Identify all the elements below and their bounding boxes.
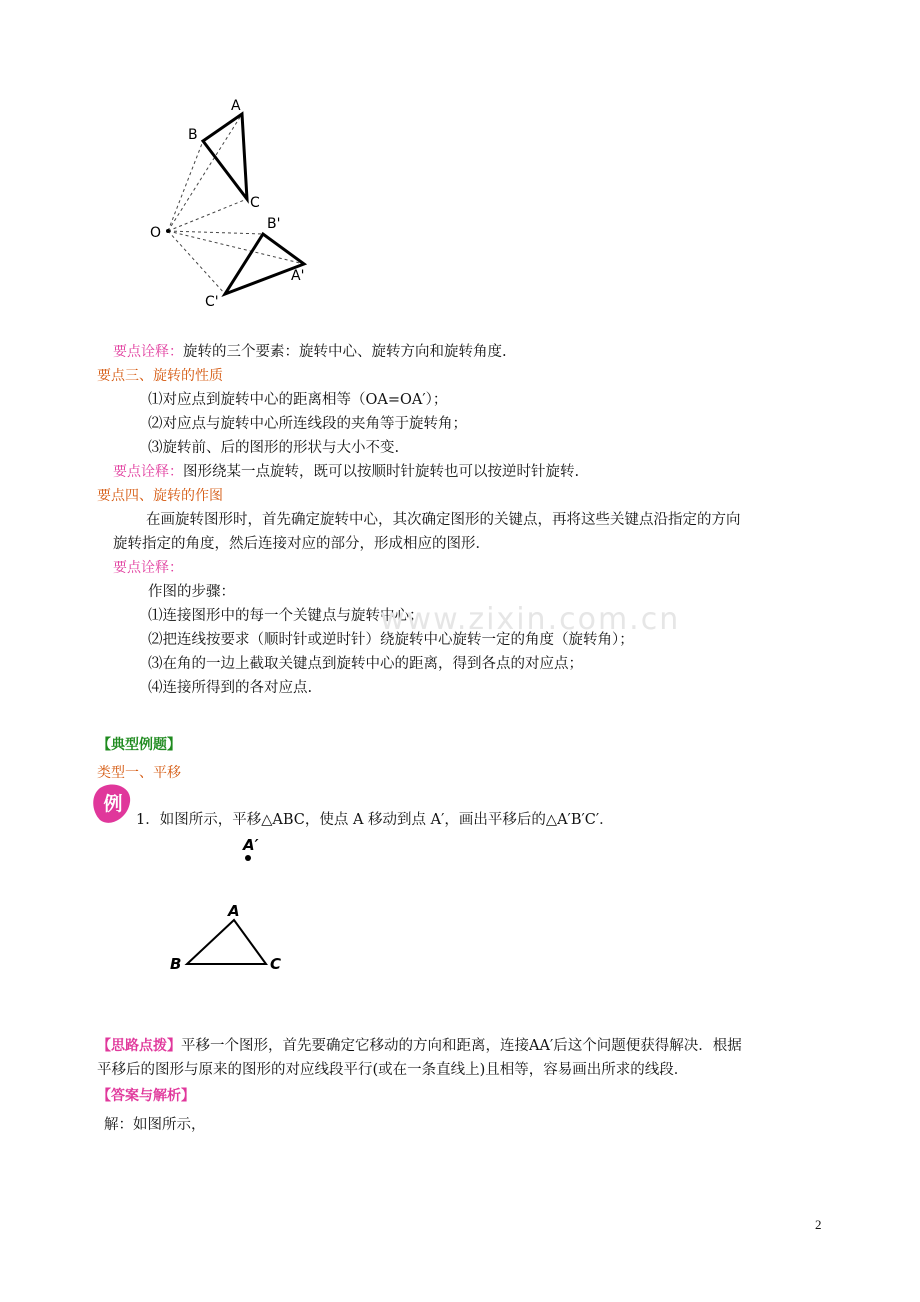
step-item-2: ⑵把连线按要求（顺时针或逆时针）绕旋转中心旋转一定的角度（旋转角）； xyxy=(148,632,634,648)
step-item-1: ⑴连接图形中的每一个关键点与旋转中心； xyxy=(148,608,424,624)
note-text: 图形绕某一点旋转，既可以按顺时针旋转也可以按逆时针旋转. xyxy=(183,464,580,480)
label-A: A xyxy=(231,98,241,114)
point-O xyxy=(166,229,170,233)
label-C: C xyxy=(250,195,260,211)
hint-text-1: 平移一个图形，首先要确定它移动的方向和距离，连接AA′后这个问题便获得解决．根据 xyxy=(181,1038,742,1054)
label-O: O xyxy=(150,225,162,241)
label-B: B xyxy=(170,955,182,973)
dashed-OB-prime xyxy=(168,231,263,234)
step-item-4: ⑷连接所得到的各对应点. xyxy=(148,680,313,696)
rotation-figure xyxy=(140,92,330,314)
dashed-OC xyxy=(168,199,247,231)
type-1-heading: 类型一、平移 xyxy=(97,765,181,781)
triangle-ABC xyxy=(203,114,247,199)
note-line-1 xyxy=(113,342,507,362)
label-A-prime: A' xyxy=(291,268,305,284)
label-B: B xyxy=(188,127,198,143)
property-item-1: ⑴对应点到旋转中心的距离相等（OA=OA′）； xyxy=(148,392,448,408)
watermark: www.zixin.com.cn xyxy=(380,602,681,637)
note-label: 要点诠释： xyxy=(113,560,183,576)
label-A: A xyxy=(228,902,240,920)
question-1: 1．如图所示，平移△ABC，使点 A 移动到点 A′，画出平移后的△A′B′C′． xyxy=(136,812,614,828)
property-item-3: ⑶旋转前、后的图形的形状与大小不变. xyxy=(148,440,400,456)
triangle-ABC xyxy=(187,920,266,964)
note-line-2 xyxy=(113,462,579,482)
page-number: 2 xyxy=(815,1217,822,1232)
answer-text: 解：如图所示， xyxy=(104,1117,206,1133)
section-3-heading: 要点三、旋转的性质 xyxy=(97,368,223,384)
dashed-OA xyxy=(168,114,242,231)
example-badge-icon xyxy=(92,782,136,828)
triangle-A-prime-B-prime-C-prime xyxy=(225,234,304,294)
steps-title: 作图的步骤： xyxy=(148,584,235,600)
note-label: 要点诠释： xyxy=(113,344,183,360)
section-4-heading: 要点四、旋转的作图 xyxy=(97,488,223,504)
badge-text: 例 xyxy=(103,793,123,815)
paragraph-line-1: 在画旋转图形时，首先确定旋转中心，其次确定图形的关键点，再将这些关键点沿指定的方向 xyxy=(146,512,741,528)
label-C: C xyxy=(270,955,282,973)
answer-label: 【答案与解析】 xyxy=(97,1088,195,1104)
label-A-prime: A′ xyxy=(243,836,259,854)
step-item-3: ⑶在角的一边上截取关键点到旋转中心的距离，得到各点的对应点； xyxy=(148,656,583,672)
hint-line-2: 平移后的图形与原来的图形的对应线段平行(或在一条直线上)且相等，容易画出所求的线段． xyxy=(97,1062,689,1078)
note-label: 要点诠释： xyxy=(113,464,183,480)
hint-label: 【思路点拨】 xyxy=(97,1038,181,1054)
point-A-prime xyxy=(245,855,251,861)
examples-heading: 【典型例题】 xyxy=(97,737,181,753)
dashed-OB xyxy=(168,141,203,231)
dashed-OC-prime xyxy=(168,231,225,294)
note-text: 旋转的三个要素：旋转中心、旋转方向和旋转角度. xyxy=(183,344,507,360)
label-C-prime: C' xyxy=(205,294,219,310)
label-B-prime: B' xyxy=(267,216,281,232)
hint-line-1 xyxy=(97,1036,742,1056)
property-item-2: ⑵对应点与旋转中心所连线段的夹角等于旋转角； xyxy=(148,416,467,432)
paragraph-line-2: 旋转指定的角度，然后连接对应的部分，形成相应的图形． xyxy=(113,536,490,552)
translation-figure xyxy=(165,830,305,978)
